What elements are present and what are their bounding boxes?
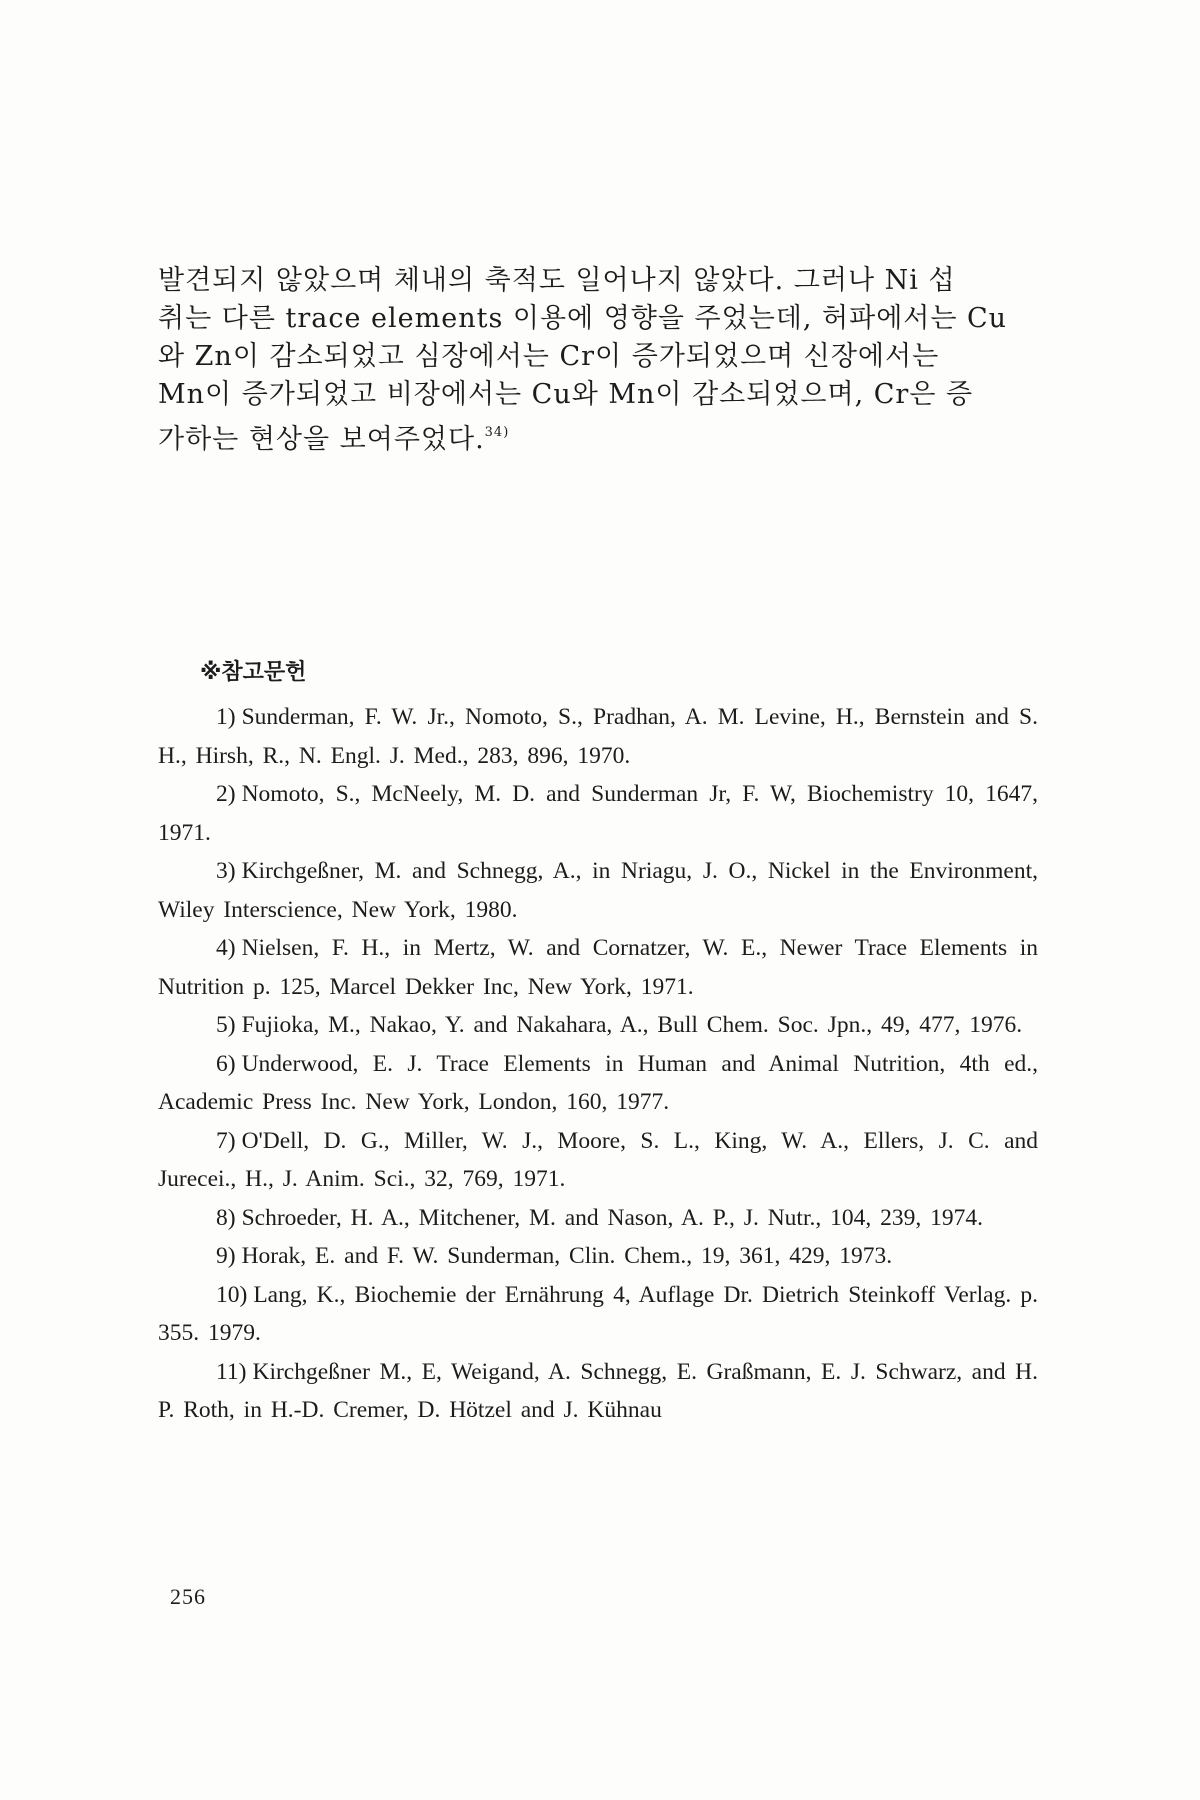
reference-number: 7) [216, 1127, 236, 1154]
reference-number: 5) [216, 1012, 236, 1038]
body-line: 와 Zn이 감소되었고 심장에서는 Cr이 증가되었으며 신장에서는 [158, 341, 940, 372]
body-line-last [158, 414, 1038, 459]
reference-number: 1) [216, 704, 236, 730]
reference-number: 10) [216, 1281, 248, 1308]
reference-number: 2) [216, 781, 236, 807]
reference-item [158, 852, 1038, 929]
reference-text: Underwood, E. J. Trace Elements in Human and Animal Nutrition, 4th ed., Academic Press Inc. New York, London, 160, 1977. [158, 1050, 1038, 1115]
reference-text: Horak, E. and F. W. Sunderman, Clin. Chem., 19, 361, 429, 1973. [241, 1243, 893, 1269]
reference-text: Lang, K., Biochemie der Ernährung 4, Auflage Dr. Dietrich Steinkoff Verlag. p. 355. 1979. [158, 1281, 1038, 1346]
reference-number: 3) [216, 858, 236, 884]
reference-item [158, 1006, 1038, 1045]
reference-number: 6) [216, 1050, 236, 1077]
reference-item [158, 1237, 1038, 1276]
reference-item [158, 1276, 1038, 1353]
references-heading: ※참고문헌 [200, 660, 307, 685]
reference-item [158, 1199, 1038, 1238]
body-line: 발견되지 않았으며 체내의 축적도 일어나지 않았다. 그러나 Ni 섭 [158, 265, 956, 296]
reference-number: 4) [216, 935, 236, 961]
reference-text: Nielsen, F. H., in Mertz, W. and Cornatzer, W. E., Newer Trace Elements in Nutrition p. 125, Marcel Dekker Inc, New York, 1971. [158, 935, 1038, 1000]
reference-item [158, 1045, 1038, 1122]
page-number: 256 [170, 1584, 206, 1609]
references-section [158, 658, 1038, 1430]
reference-item [158, 775, 1038, 852]
reference-item [158, 929, 1038, 1006]
body-line: 가하는 현상을 보여주었다. [158, 424, 485, 455]
reference-text: Schroeder, H. A., Mitchener, M. and Nason, A. P., J. Nutr., 104, 239, 1974. [241, 1204, 983, 1231]
reference-number: 8) [216, 1204, 236, 1231]
reference-text: Nomoto, S., McNeely, M. D. and Sunderman Jr, F. W, Biochemistry 10, 1647, 1971. [158, 781, 1038, 846]
reference-text: Kirchgeßner, M. and Schnegg, A., in Nriagu, J. O., Nickel in the Environment, Wiley Interscience, New York, 1980. [158, 858, 1038, 923]
footnote-reference: 34) [484, 425, 510, 440]
reference-item [158, 1353, 1038, 1430]
reference-text: Fujioka, M., Nakao, Y. and Nakahara, A., Bull Chem. Soc. Jpn., 49, 477, 1976. [241, 1012, 1023, 1038]
reference-text: Kirchgeßner M., E, Weigand, A. Schnegg, E. Graßmann, E. J. Schwarz, and H. P. Roth, in H.-D. Cremer, D. Hötzel and J. Kühnau [158, 1358, 1038, 1423]
reference-item [158, 698, 1038, 775]
body-line: 취는 다른 trace elements 이용에 영향을 주었는데, 허파에서는 Cu [158, 303, 1008, 334]
body-line: Mn이 증가되었고 비장에서는 Cu와 Mn이 감소되었으며, Cr은 증 [158, 379, 974, 410]
reference-number: 9) [216, 1243, 236, 1269]
reference-item [158, 1122, 1038, 1199]
body-paragraph [158, 262, 1038, 459]
reference-text: O'Dell, D. G., Miller, W. J., Moore, S. L., King, W. A., Ellers, J. C. and Jurecei., H., J. Anim. Sci., 32, 769, 1971. [158, 1127, 1038, 1192]
reference-text: Sunderman, F. W. Jr., Nomoto, S., Pradhan, A. M. Levine, H., Bernstein and S. H., Hirsh, R., N. Engl. J. Med., 283, 896, 1970. [158, 704, 1038, 769]
reference-number: 11) [216, 1358, 247, 1385]
